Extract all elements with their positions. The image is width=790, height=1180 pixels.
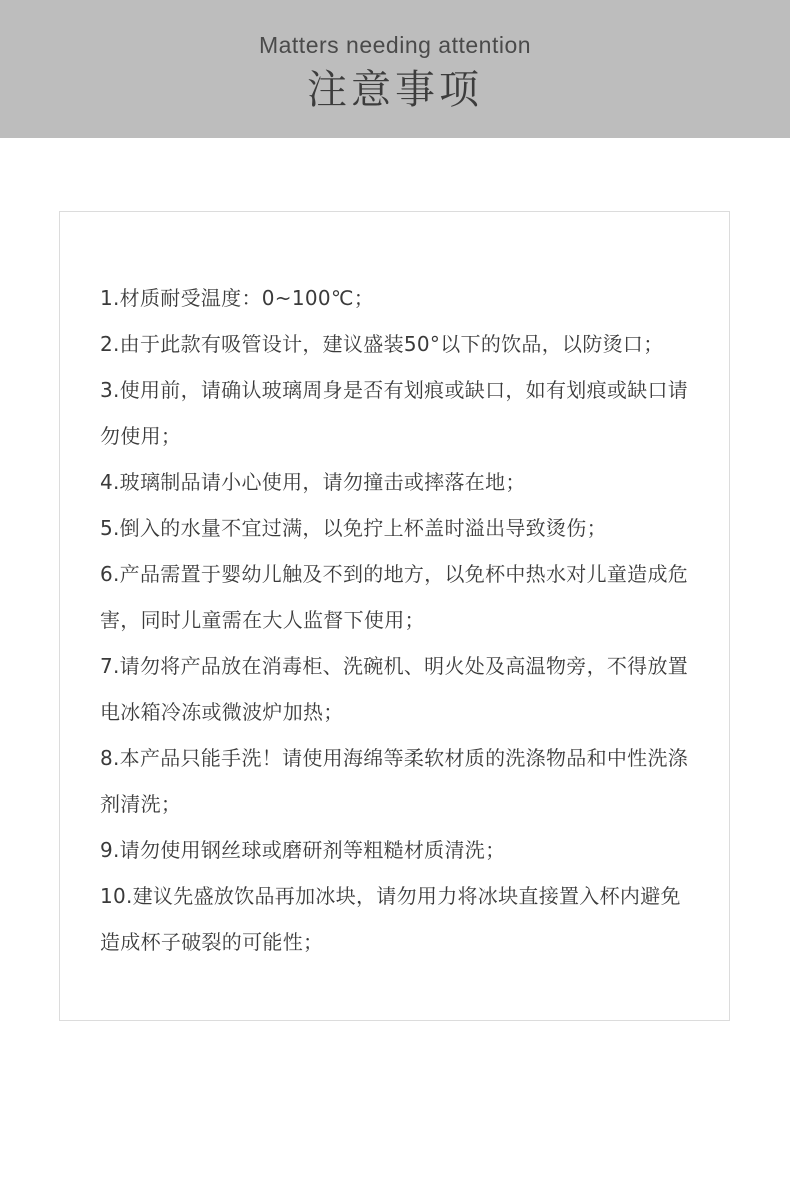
note-item-10: 10.建议先盛放饮品再加冰块，请勿用力将冰块直接置入杯内避免造成杯子破裂的可能性； [100, 884, 681, 954]
note-item-9: 9.请勿使用钢丝球或磨研剂等粗糙材质清洗； [100, 838, 506, 862]
note-item-5: 5.倒入的水量不宜过满，以免拧上杯盖时溢出导致烫伤； [100, 516, 607, 540]
note-item-3: 3.使用前，请确认玻璃周身是否有划痕或缺口，如有划痕或缺口请勿使用； [100, 378, 689, 448]
note-item-6: 6.产品需置于婴幼儿触及不到的地方，以免杯中热水对儿童造成危害，同时儿童需在大人监督下使用； [100, 562, 689, 632]
note-item-1: 1.材质耐受温度：0~100℃； [100, 286, 374, 310]
note-item-4: 4.玻璃制品请小心使用，请勿撞击或摔落在地； [100, 470, 526, 494]
note-item-2: 2.由于此款有吸管设计，建议盛装50°以下的饮品，以防烫口； [100, 332, 664, 356]
notes-list [100, 275, 700, 965]
note-item-8: 8.本产品只能手洗！请使用海绵等柔软材质的洗涤物品和中性洗涤剂清洗； [100, 746, 689, 816]
page-header [0, 0, 790, 138]
header-title-english: Matters needing attention [258, 32, 532, 58]
header-title-chinese: 注意事项 [307, 67, 483, 113]
note-item-7: 7.请勿将产品放在消毒柜、洗碗机、明火处及高温物旁，不得放置电冰箱冷冻或微波炉加热； [100, 654, 689, 724]
